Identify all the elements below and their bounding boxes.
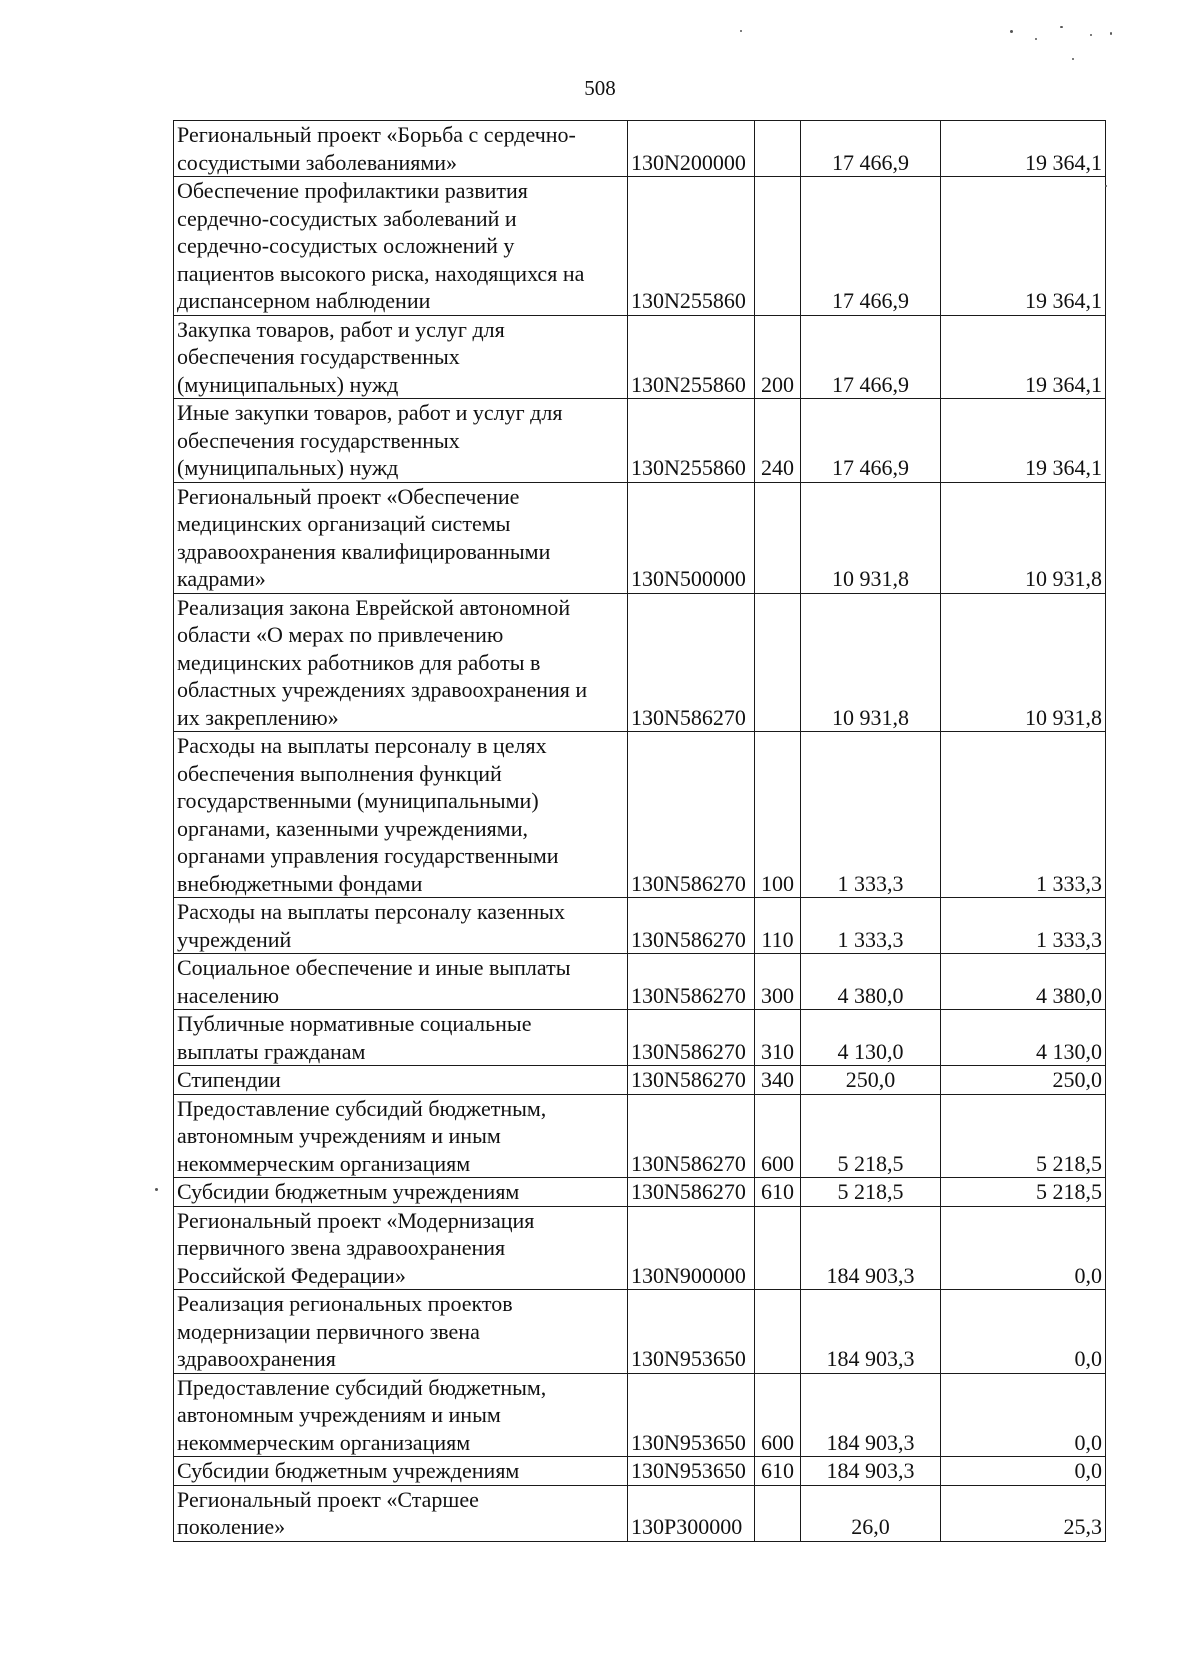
table-row: [174, 1373, 1106, 1457]
row-expense-type: [755, 1290, 801, 1374]
row-expense-type: 610: [755, 1457, 801, 1486]
row-name-line: учреждений: [177, 926, 292, 952]
row-name-line: Предоставление субсидий бюджетным,: [177, 1095, 547, 1121]
table-row: [174, 121, 1106, 177]
row-target-code: 130N586270: [628, 732, 755, 898]
row-name-line: Региональный проект «Старшее: [177, 1486, 479, 1512]
row-amount-year1: 1 333,3: [801, 898, 941, 954]
row-name-line: автономным учреждениям и иным: [177, 1123, 501, 1148]
row-target-code: 130N200000: [628, 121, 755, 177]
row-name-line: (муниципальных) нужд: [177, 455, 399, 480]
row-target-code: 130N586270: [628, 1178, 755, 1207]
row-target-code: 130N586270: [628, 1094, 755, 1178]
row-expense-type: 300: [755, 954, 801, 1010]
table-row: [174, 954, 1106, 1010]
table-row: [174, 315, 1106, 399]
row-name-line: Социальное обеспечение и иные выплаты: [177, 955, 571, 980]
row-name-line: (муниципальных) нужд: [177, 371, 399, 397]
table-row: [174, 1066, 1106, 1095]
row-name-line: Субсидии бюджетным учреждениям: [177, 1458, 520, 1483]
row-name-line: населению: [177, 982, 280, 1008]
row-amount-year1: 10 931,8: [801, 482, 941, 593]
row-name: [174, 121, 628, 177]
row-name: [174, 1485, 628, 1541]
row-name-line: модернизации первичного звена: [177, 1318, 480, 1344]
table-row: [174, 1485, 1106, 1541]
row-name: [174, 399, 628, 483]
row-expense-type: 310: [755, 1010, 801, 1066]
row-amount-year2: 10 931,8: [941, 482, 1106, 593]
row-amount-year1: 17 466,9: [801, 315, 941, 399]
row-amount-year1: 5 218,5: [801, 1094, 941, 1178]
row-name: [174, 1290, 628, 1374]
table-row: [174, 1290, 1106, 1374]
row-target-code: 130N255860: [628, 315, 755, 399]
row-expense-type: 100: [755, 732, 801, 898]
row-name-line: кадрами»: [177, 566, 266, 591]
row-name: [174, 1010, 628, 1066]
row-name-line: здравоохранения: [177, 1346, 336, 1371]
table-row: [174, 1206, 1106, 1290]
row-target-code: 130N500000: [628, 482, 755, 593]
row-name-line: Расходы на выплаты персоналу казенных: [177, 899, 565, 924]
row-name-line: сосудистыми заболеваниями»: [177, 149, 458, 175]
row-amount-year1: 17 466,9: [801, 399, 941, 483]
row-amount-year2: 0,0: [941, 1373, 1106, 1457]
table-row: [174, 1010, 1106, 1066]
table-row: [174, 177, 1106, 316]
row-amount-year2: 5 218,5: [941, 1094, 1106, 1178]
row-name: [174, 1066, 628, 1095]
row-name-line: пациентов высокого риска, находящихся на: [177, 260, 585, 286]
row-name-line: Стипендии: [177, 1067, 281, 1092]
row-amount-year1: 17 466,9: [801, 177, 941, 316]
row-name-line: Иные закупки товаров, работ и услуг для: [177, 400, 563, 425]
table-row: [174, 898, 1106, 954]
row-name: [174, 954, 628, 1010]
row-expense-type: 600: [755, 1094, 801, 1178]
row-expense-type: 610: [755, 1178, 801, 1207]
row-amount-year1: 4 380,0: [801, 954, 941, 1010]
row-amount-year2: 19 364,1: [941, 315, 1106, 399]
row-amount-year1: 184 903,3: [801, 1290, 941, 1374]
row-name-line: области «О мерах по привлечению: [177, 622, 504, 647]
row-target-code: 130N953650: [628, 1457, 755, 1486]
row-name-line: областных учреждениях здравоохранения и: [177, 677, 588, 702]
row-name-line: Реализация закона Еврейской автономной: [177, 594, 571, 620]
row-name-line: органами, казенными учреждениями,: [177, 815, 528, 841]
row-name-line: автономным учреждениям и иным: [177, 1402, 501, 1427]
row-name-line: некоммерческим организациям: [177, 1429, 471, 1455]
table-row: [174, 593, 1106, 732]
row-amount-year2: 10 931,8: [941, 593, 1106, 732]
row-name-line: поколение»: [177, 1514, 286, 1539]
row-amount-year1: 10 931,8: [801, 593, 941, 732]
row-amount-year2: 4 380,0: [941, 954, 1106, 1010]
row-amount-year2: 4 130,0: [941, 1010, 1106, 1066]
row-name: [174, 1206, 628, 1290]
row-target-code: 130N900000: [628, 1206, 755, 1290]
row-target-code: 130N953650: [628, 1373, 755, 1457]
row-name-line: Расходы на выплаты персоналу в целях: [177, 733, 547, 758]
row-name-line: органами управления государственными: [177, 843, 559, 868]
row-name-line: некоммерческим организациям: [177, 1150, 471, 1176]
row-name: [174, 1373, 628, 1457]
table-row: [174, 732, 1106, 898]
row-name-line: выплаты гражданам: [177, 1038, 366, 1064]
row-name-line: Региональный проект «Борьба с сердечно-: [177, 122, 576, 147]
row-target-code: 130N586270: [628, 954, 755, 1010]
row-amount-year2: 5 218,5: [941, 1178, 1106, 1207]
row-amount-year2: 0,0: [941, 1206, 1106, 1290]
row-name: [174, 1094, 628, 1178]
row-name-line: сердечно-сосудистых заболеваний и: [177, 205, 517, 231]
table-row: [174, 1094, 1106, 1178]
row-target-code: 130N255860: [628, 399, 755, 483]
row-name-line: Предоставление субсидий бюджетным,: [177, 1374, 547, 1400]
row-expense-type: [755, 482, 801, 593]
row-name: [174, 1457, 628, 1486]
row-amount-year1: 184 903,3: [801, 1206, 941, 1290]
row-expense-type: [755, 1206, 801, 1290]
budget-table-body: [174, 121, 1106, 1542]
row-expense-type: 600: [755, 1373, 801, 1457]
row-name-line: Реализация региональных проектов: [177, 1291, 513, 1316]
row-name-line: обеспечения выполнения функций: [177, 760, 502, 786]
row-target-code: 130N953650: [628, 1290, 755, 1374]
row-amount-year1: 1 333,3: [801, 732, 941, 898]
row-name-line: сердечно-сосудистых осложнений у: [177, 233, 515, 258]
row-target-code: 130N255860: [628, 177, 755, 316]
row-name-line: Субсидии бюджетным учреждениям: [177, 1179, 520, 1204]
row-name-line: Обеспечение профилактики развития: [177, 178, 528, 203]
row-expense-type: [755, 177, 801, 316]
row-name-line: диспансерном наблюдении: [177, 288, 431, 313]
row-target-code: 130N586270: [628, 898, 755, 954]
row-name: [174, 177, 628, 316]
row-name: [174, 1178, 628, 1207]
row-expense-type: [755, 593, 801, 732]
row-expense-type: [755, 121, 801, 177]
row-name-line: Публичные нормативные социальные: [177, 1011, 532, 1036]
row-expense-type: 200: [755, 315, 801, 399]
row-amount-year2: 0,0: [941, 1457, 1106, 1486]
row-expense-type: 340: [755, 1066, 801, 1095]
row-amount-year1: 17 466,9: [801, 121, 941, 177]
budget-table: [173, 120, 1106, 1542]
row-name: [174, 593, 628, 732]
row-amount-year2: 25,3: [941, 1485, 1106, 1541]
row-name-line: внебюджетными фондами: [177, 870, 423, 896]
row-amount-year1: 184 903,3: [801, 1457, 941, 1486]
row-name-line: государственными (муниципальными): [177, 788, 539, 813]
row-amount-year2: 19 364,1: [941, 399, 1106, 483]
row-name-line: обеспечения государственных: [177, 344, 460, 369]
row-name-line: Региональный проект «Обеспечение: [177, 483, 520, 509]
row-target-code: 130N586270: [628, 1010, 755, 1066]
table-row: [174, 1178, 1106, 1207]
table-row: [174, 399, 1106, 483]
row-name-line: здравоохранения квалифицированными: [177, 538, 551, 564]
table-row: [174, 482, 1106, 593]
row-name-line: медицинских организаций системы: [177, 511, 511, 536]
row-name: [174, 482, 628, 593]
row-expense-type: 110: [755, 898, 801, 954]
row-expense-type: 240: [755, 399, 801, 483]
row-amount-year2: 250,0: [941, 1066, 1106, 1095]
row-name-line: Российской Федерации»: [177, 1262, 406, 1288]
row-expense-type: [755, 1485, 801, 1541]
row-target-code: 130N586270: [628, 593, 755, 732]
row-target-code: 130N586270: [628, 1066, 755, 1095]
page-number: 508: [584, 76, 616, 100]
row-amount-year2: 19 364,1: [941, 121, 1106, 177]
row-amount-year2: 1 333,3: [941, 898, 1106, 954]
row-amount-year1: 26,0: [801, 1485, 941, 1541]
row-name: [174, 315, 628, 399]
row-name-line: медицинских работников для работы в: [177, 649, 541, 675]
row-name-line: Региональный проект «Модернизация: [177, 1207, 535, 1233]
row-name: [174, 732, 628, 898]
table-row: [174, 1457, 1106, 1486]
row-name-line: обеспечения государственных: [177, 427, 460, 453]
row-name-line: их закреплению»: [177, 704, 339, 730]
row-name: [174, 898, 628, 954]
row-name-line: первичного звена здравоохранения: [177, 1235, 506, 1260]
row-amount-year1: 4 130,0: [801, 1010, 941, 1066]
row-amount-year1: 250,0: [801, 1066, 941, 1095]
row-amount-year2: 0,0: [941, 1290, 1106, 1374]
row-amount-year2: 19 364,1: [941, 177, 1106, 316]
row-amount-year1: 184 903,3: [801, 1373, 941, 1457]
row-amount-year1: 5 218,5: [801, 1178, 941, 1207]
row-amount-year2: 1 333,3: [941, 732, 1106, 898]
row-name-line: Закупка товаров, работ и услуг для: [177, 316, 505, 342]
row-target-code: 130P300000: [628, 1485, 755, 1541]
